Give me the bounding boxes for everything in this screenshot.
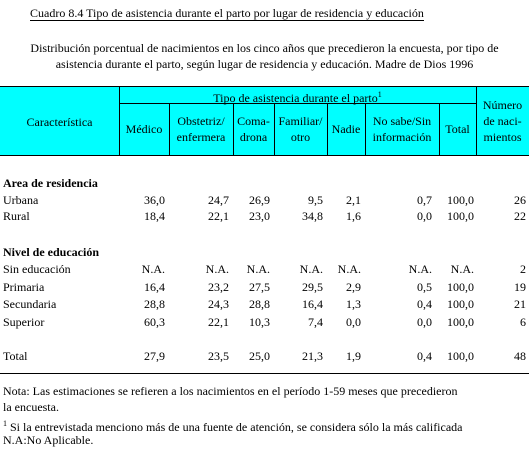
header-group: Tipo de asistencia durante el parto$^1$ [213,90,382,105]
table-cell: 1,3 [346,297,361,311]
note-line4: N.A:No Aplicable. [3,433,94,447]
table-cell: 23,2 [208,280,229,294]
table-cell: 100,0 [447,209,474,223]
table-cell: 100,0 [447,315,474,329]
table-cell: 22 [514,209,526,223]
table-cell: 23,0 [249,209,270,223]
section-title-residencia: Area de residencia [3,176,98,190]
row-label: Rural [3,209,30,223]
table-cell: 23,5 [208,349,229,363]
table-cell: 48 [514,349,526,363]
table-title: Cuadro 8.4 Tipo de asistencia durante el parto por lugar de residencia y educación [30,6,424,20]
table-cell: 6 [520,315,526,329]
header-comadrona: Coma- drona [237,114,270,144]
table-cell: 100,0 [447,193,474,207]
table-cell: 10,3 [249,315,270,329]
table-cell: 7,4 [308,315,323,329]
table-cell: 2 [520,262,526,276]
table-cell: 100,0 [447,349,474,363]
table-subtitle-line1: Distribución porcentual de nacimientos en los cinco años que precedieron la encuesta, por tipo de [30,41,499,55]
table-cell: 28,8 [249,297,270,311]
table-cell: 1,6 [346,209,361,223]
table-cell: 0,7 [417,193,432,207]
table-cell: 26,9 [249,193,270,207]
table-cell: 36,0 [144,193,165,207]
header-births: Número de naci- mientos [482,98,523,144]
table-cell: 21,3 [302,349,323,363]
table-cell: 0,4 [417,297,432,311]
table-cell: 100,0 [447,297,474,311]
table-cell: N.A. [205,262,229,276]
table-bottom-rule [0,373,529,374]
header-no-sabe: No sabe/Sin información [372,114,432,144]
table-cell: 22,1 [208,315,229,329]
table-cell: 24,7 [208,193,229,207]
table-cell: 25,0 [249,349,270,363]
row-label: Superior [3,315,45,329]
table-cell: 0,0 [417,209,432,223]
table-cell: 29,5 [302,280,323,294]
table-header [0,86,529,156]
table-cell: 21 [514,297,526,311]
table-cell: 16,4 [302,297,323,311]
table-cell: 0,0 [417,315,432,329]
header-total: Total [445,122,470,136]
table-cell: N.A. [337,262,361,276]
table-cell: 0,5 [417,280,432,294]
table-cell: 0,0 [346,315,361,329]
row-label: Primaria [3,280,45,294]
table-subtitle-line2: asistencia durante el parto, según lugar de residencia y educación. Madre de Dios 1996 [55,57,474,71]
table-cell: 60,3 [144,315,165,329]
table-cell: 16,4 [144,280,165,294]
header-obstetriz: Obstetriz/ enfermera [176,114,226,144]
table-cell: 9,5 [308,193,323,207]
table-cell: 0,4 [417,349,432,363]
table-cell: 22,1 [208,209,229,223]
section-title-educacion: Nivel de educación [3,245,99,259]
row-label: Sin educación [3,262,71,276]
table-cell: N.A. [408,262,432,276]
table-cell: N.A. [450,262,474,276]
note-line1: Nota: Las estimaciones se refieren a los nacimientos en el período 1-59 meses que precedieron [3,384,458,398]
header-familiar: Familiar/ otro [278,114,323,144]
note-footnote: $^1$ Si la entrevistada menciono más de una fuente de atención, se considera sólo la más calificada [3,419,463,434]
row-label: Total [3,349,28,363]
header-characteristic: Característica [26,115,93,129]
header-medico: Médico [125,122,163,136]
table-cell: 100,0 [447,280,474,294]
table-cell: 18,4 [144,209,165,223]
table-cell: 2,1 [346,193,361,207]
table-cell: 1,9 [346,349,361,363]
row-label: Secundaria [3,297,57,311]
table-cell: 27,5 [249,280,270,294]
table-cell: 34,8 [302,209,323,223]
row-label: Urbana [3,193,39,207]
table-cell: 27,9 [144,349,165,363]
table-cell: 28,8 [144,297,165,311]
table-cell: 24,3 [208,297,229,311]
table-cell: N.A. [246,262,270,276]
header-nadie: Nadie [331,122,361,136]
table-cell: N.A. [141,262,165,276]
table-cell: 2,9 [346,280,361,294]
table-cell: 19 [514,280,526,294]
note-line2: la encuesta. [3,400,59,414]
table-cell: N.A. [299,262,323,276]
table-cell: 26 [514,193,526,207]
